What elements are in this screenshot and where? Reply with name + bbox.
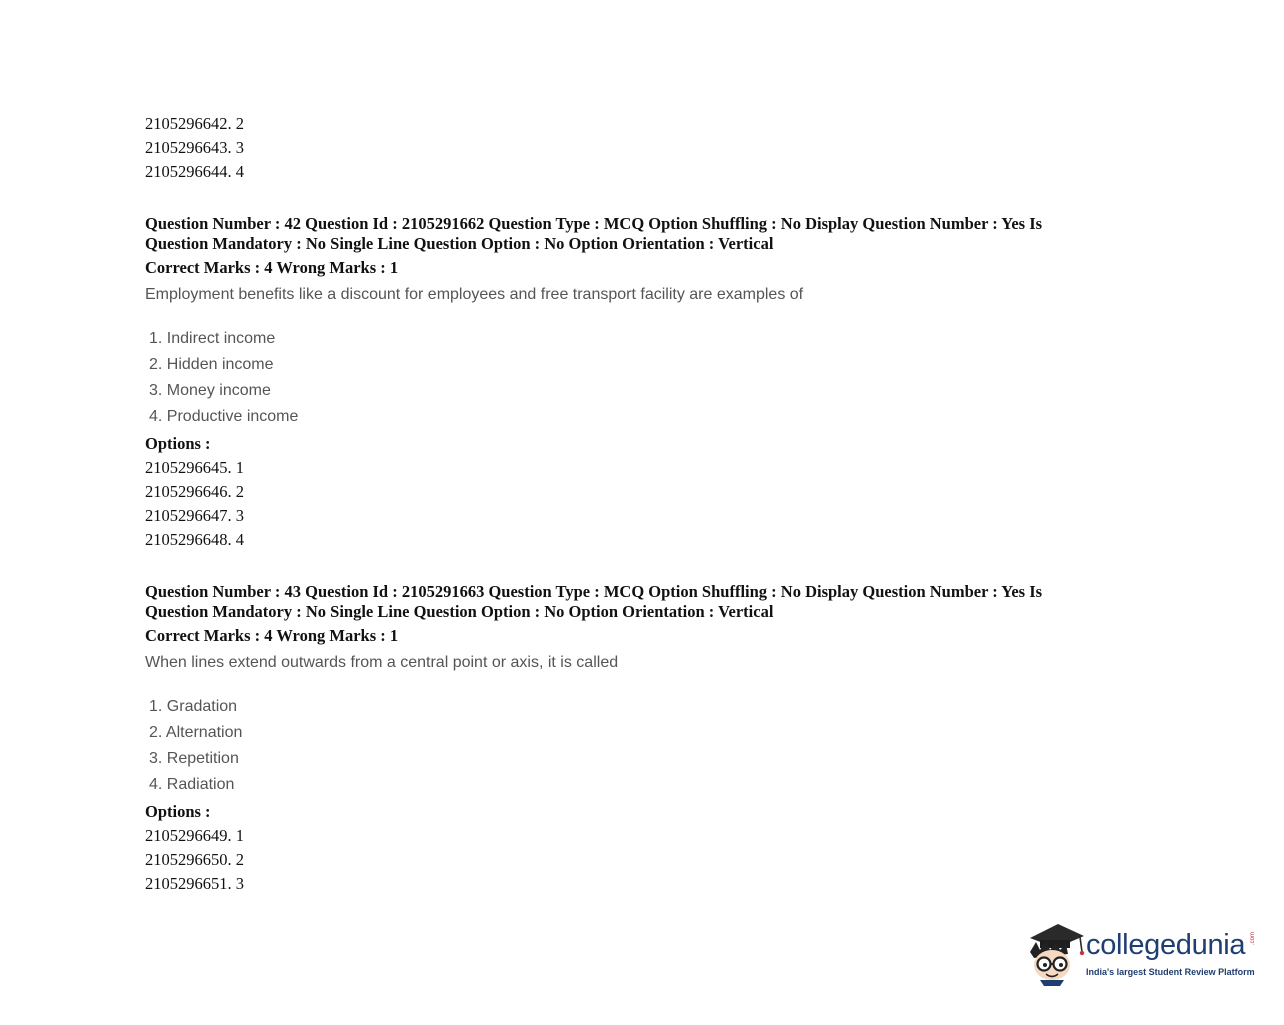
answer-choice: 3. Repetition (149, 750, 239, 767)
option-line: 2105296651. 3 (145, 874, 244, 893)
question-text: Employment benefits like a discount for employees and free transport facility are examples of (145, 286, 804, 303)
logo-wordmark: collegedunia (1086, 929, 1246, 961)
option-line: 2105296642. 2 (145, 114, 244, 133)
question-header-line: Question Mandatory : No Single Line Question Option : No Option Orientation : Vertical (145, 602, 774, 621)
logo-dotcom: .com (1250, 931, 1256, 945)
document-content (145, 112, 1105, 896)
question-header-line: Question Mandatory : No Single Line Question Option : No Option Orientation : Vertical (145, 234, 774, 253)
top-options-list (145, 112, 1105, 184)
options-list (145, 824, 1105, 896)
option-line: 2105296646. 2 (145, 482, 244, 501)
question-header (145, 582, 1105, 622)
question-text: When lines extend outwards from a central point or axis, it is called (145, 654, 619, 671)
question-marks: Correct Marks : 4 Wrong Marks : 1 (145, 626, 399, 645)
answer-choice: 4. Productive income (149, 408, 299, 425)
question-block-43 (145, 582, 1105, 896)
options-label: Options : (145, 802, 211, 821)
question-marks: Correct Marks : 4 Wrong Marks : 1 (145, 258, 399, 277)
question-header (145, 214, 1105, 254)
question-header-line: Question Number : 42 Question Id : 2105291662 Question Type : MCQ Option Shuffling : No Display Question Number : Yes Is (145, 214, 1043, 233)
option-line: 2105296649. 1 (145, 826, 244, 845)
answer-choices (149, 694, 1105, 798)
options-list (145, 456, 1105, 552)
option-line: 2105296650. 2 (145, 850, 244, 869)
option-line: 2105296643. 3 (145, 138, 244, 157)
answer-choices (149, 326, 1105, 430)
collegedunia-logo[interactable] (1024, 918, 1264, 992)
options-label: Options : (145, 434, 211, 453)
option-line: 2105296644. 4 (145, 162, 244, 181)
option-line: 2105296648. 4 (145, 530, 244, 549)
graduate-mascot-icon (1024, 918, 1086, 988)
logo-tagline: India's largest Student Review Platform (1086, 967, 1255, 977)
option-line: 2105296647. 3 (145, 506, 244, 525)
answer-choice: 2. Alternation (149, 724, 243, 741)
answer-choice: 2. Hidden income (149, 356, 274, 373)
answer-choice: 1. Gradation (149, 698, 238, 715)
answer-choice: 1. Indirect income (149, 330, 276, 347)
answer-choice: 3. Money income (149, 382, 271, 399)
question-header-line: Question Number : 43 Question Id : 2105291663 Question Type : MCQ Option Shuffling : No Display Question Number : Yes Is (145, 582, 1043, 601)
answer-choice: 4. Radiation (149, 776, 235, 793)
question-block-42 (145, 214, 1105, 552)
option-line: 2105296645. 1 (145, 458, 244, 477)
